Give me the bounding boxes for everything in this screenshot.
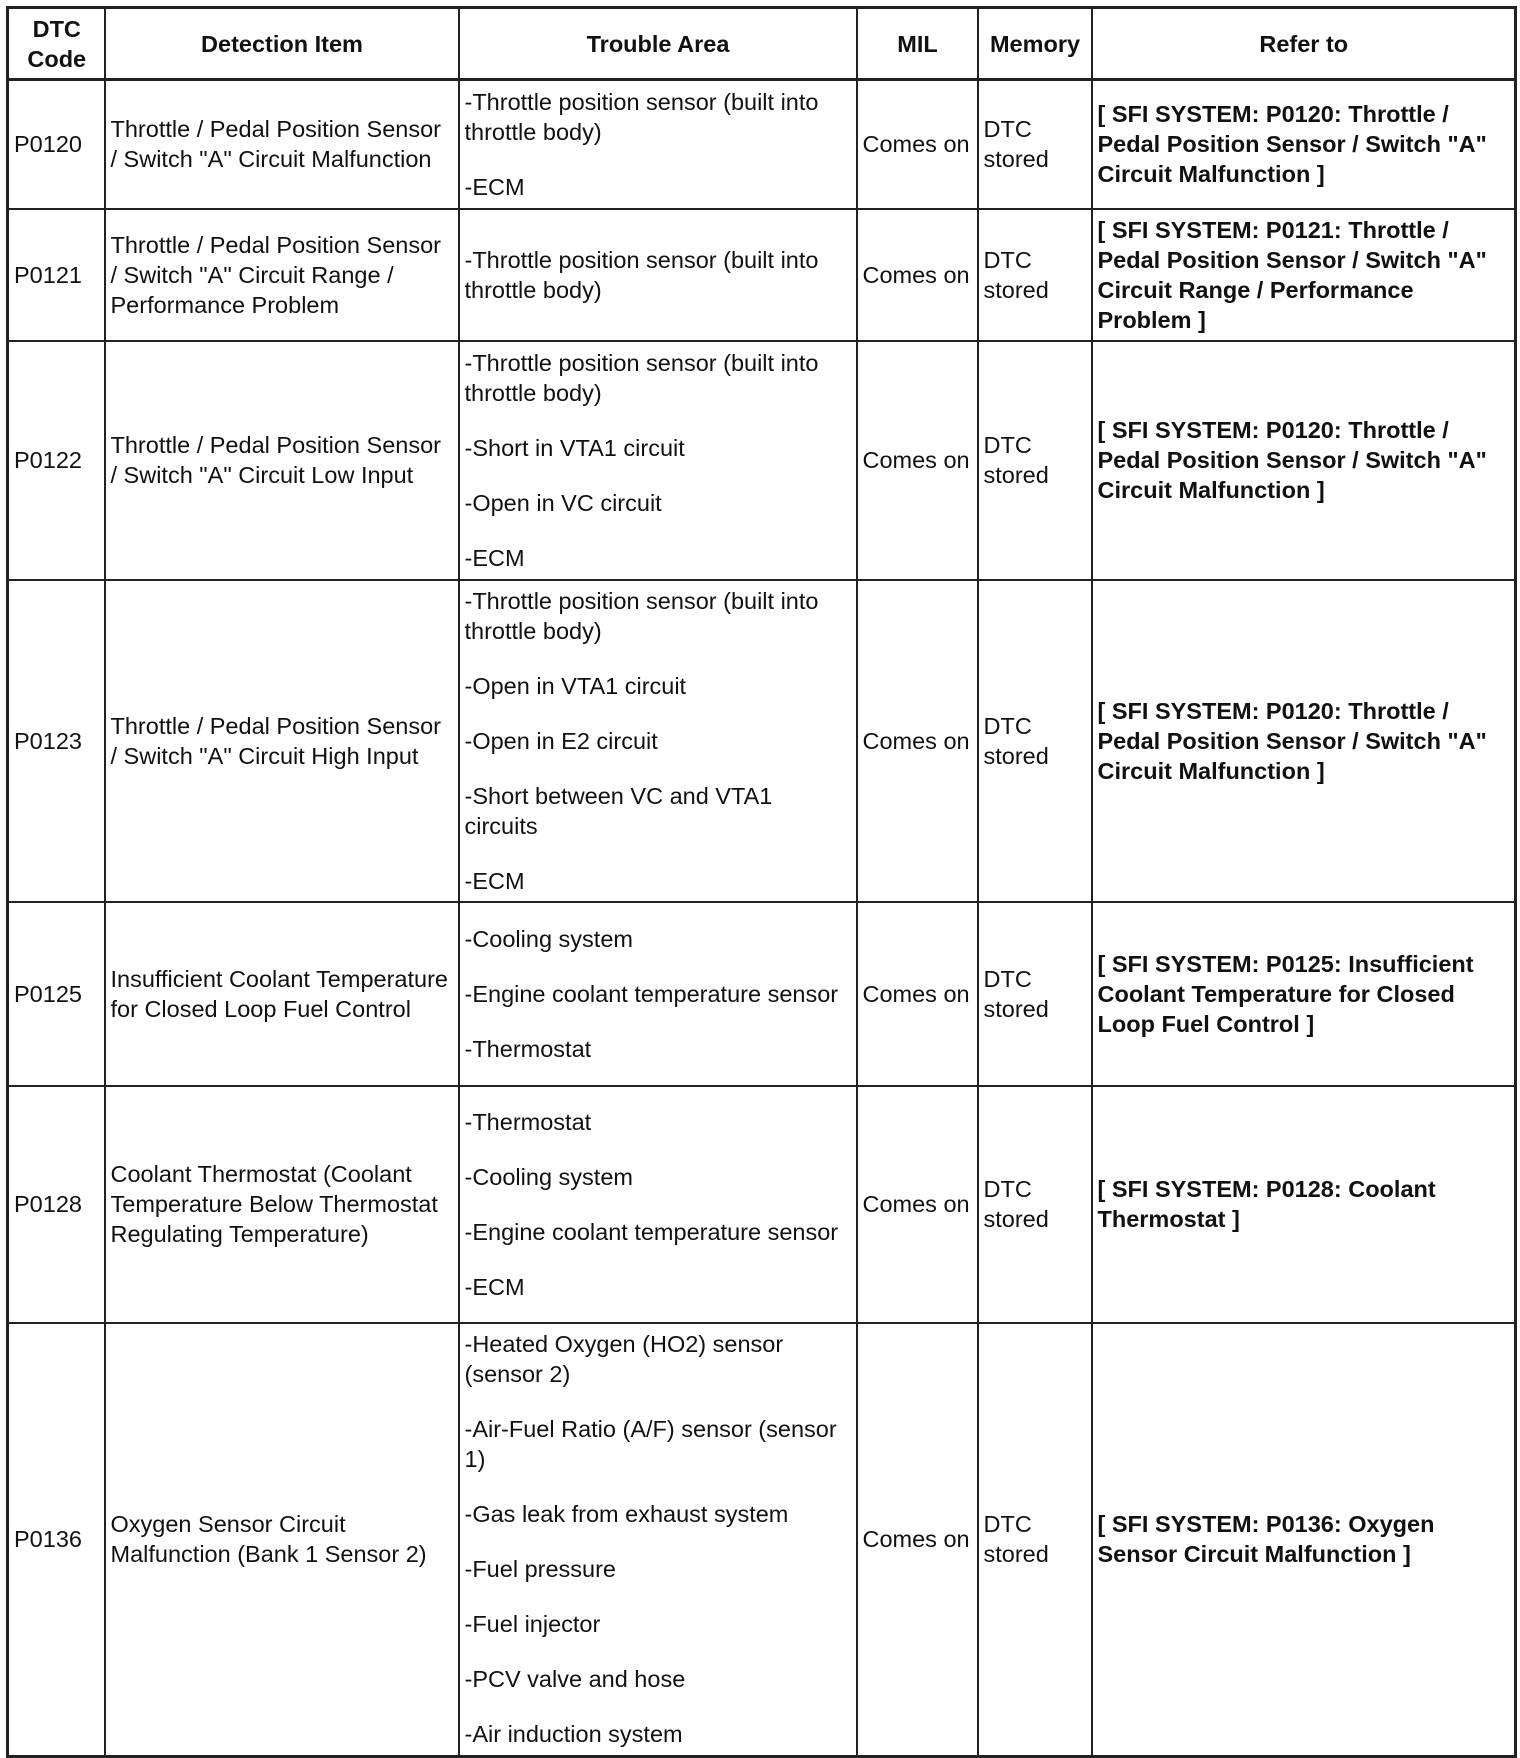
- mil-cell: Comes on: [857, 1323, 978, 1757]
- mil-cell: Comes on: [857, 341, 978, 580]
- dtc-table: [6, 6, 1517, 1758]
- trouble-area-item: -Throttle position sensor (built into throttle body): [464, 246, 819, 303]
- dtc-code-cell: P0125: [8, 902, 105, 1086]
- detection-item-cell: Coolant Thermostat (Coolant Temperature Below Thermostat Regulating Temperature): [105, 1086, 459, 1323]
- trouble-area-item: -ECM: [464, 1273, 525, 1300]
- trouble-area-cell: [459, 902, 857, 1086]
- trouble-area-cell: [459, 580, 857, 902]
- trouble-area-item: -Air induction system: [464, 1721, 683, 1748]
- trouble-area-item: -Cooling system: [464, 1163, 633, 1190]
- refer-to-link[interactable]: [ SFI SYSTEM: P0120: Throttle / Pedal Position Sensor / Switch "A" Circuit Malfunction ]: [1092, 80, 1516, 209]
- trouble-area-item: -Engine coolant temperature sensor: [464, 980, 839, 1007]
- table-row: [8, 1086, 1516, 1323]
- trouble-area-item: -Gas leak from exhaust system: [464, 1501, 789, 1528]
- mil-cell: Comes on: [857, 1086, 978, 1323]
- memory-cell: DTC stored: [978, 209, 1092, 341]
- trouble-area-item: -Open in VTA1 circuit: [464, 672, 687, 699]
- dtc-code-cell: P0121: [8, 209, 105, 341]
- trouble-area-cell: [459, 1323, 857, 1757]
- trouble-area-item: -Throttle position sensor (built into throttle body): [464, 349, 819, 406]
- trouble-area-item: -Thermostat: [464, 1108, 592, 1135]
- dtc-code-cell: P0123: [8, 580, 105, 902]
- detection-item-cell: Throttle / Pedal Position Sensor / Switch "A" Circuit Range / Performance Problem: [105, 209, 459, 341]
- table-row: [8, 341, 1516, 580]
- trouble-area-item: -Open in E2 circuit: [464, 727, 658, 754]
- detection-item-cell: Throttle / Pedal Position Sensor / Switch "A" Circuit High Input: [105, 580, 459, 902]
- trouble-area-item: -Short in VTA1 circuit: [464, 434, 685, 461]
- trouble-area-item: -Short between VC and VTA1 circuits: [464, 782, 773, 839]
- refer-to-link[interactable]: [ SFI SYSTEM: P0120: Throttle / Pedal Position Sensor / Switch "A" Circuit Malfunction ]: [1092, 341, 1516, 580]
- refer-to-link[interactable]: [ SFI SYSTEM: P0121: Throttle / Pedal Position Sensor / Switch "A" Circuit Range / Performance Problem ]: [1092, 209, 1516, 341]
- trouble-area-item: -Fuel pressure: [464, 1556, 616, 1583]
- detection-item-cell: Insufficient Coolant Temperature for Closed Loop Fuel Control: [105, 902, 459, 1086]
- memory-cell: DTC stored: [978, 902, 1092, 1086]
- mil-cell: Comes on: [857, 209, 978, 341]
- trouble-area-item: -PCV valve and hose: [464, 1666, 686, 1693]
- trouble-area-item: -Air-Fuel Ratio (A/F) sensor (sensor 1): [464, 1416, 837, 1473]
- trouble-area-cell: [459, 341, 857, 580]
- trouble-area-item: -Thermostat: [464, 1035, 592, 1062]
- detection-item-cell: Oxygen Sensor Circuit Malfunction (Bank 1 Sensor 2): [105, 1323, 459, 1757]
- trouble-area-cell: [459, 209, 857, 341]
- refer-to-link[interactable]: [ SFI SYSTEM: P0120: Throttle / Pedal Position Sensor / Switch "A" Circuit Malfunction ]: [1092, 580, 1516, 902]
- header-memory: Memory: [978, 8, 1092, 80]
- memory-cell: DTC stored: [978, 580, 1092, 902]
- mil-cell: Comes on: [857, 80, 978, 209]
- table-row: [8, 902, 1516, 1086]
- header-refer-to: Refer to: [1092, 8, 1516, 80]
- trouble-area-item: -ECM: [464, 544, 525, 571]
- mil-cell: Comes on: [857, 580, 978, 902]
- trouble-area-item: -Throttle position sensor (built into throttle body): [464, 88, 819, 145]
- dtc-code-cell: P0120: [8, 80, 105, 209]
- mil-cell: Comes on: [857, 902, 978, 1086]
- refer-to-link[interactable]: [ SFI SYSTEM: P0125: Insufficient Coolant Temperature for Closed Loop Fuel Control ]: [1092, 902, 1516, 1086]
- header-mil: MIL: [857, 8, 978, 80]
- trouble-area-item: -Engine coolant temperature sensor: [464, 1218, 839, 1245]
- memory-cell: DTC stored: [978, 1323, 1092, 1757]
- header-trouble-area: Trouble Area: [459, 8, 857, 80]
- table-row: [8, 1323, 1516, 1757]
- table-row: [8, 580, 1516, 902]
- refer-to-link[interactable]: [ SFI SYSTEM: P0136: Oxygen Sensor Circuit Malfunction ]: [1092, 1323, 1516, 1757]
- memory-cell: DTC stored: [978, 80, 1092, 209]
- memory-cell: DTC stored: [978, 341, 1092, 580]
- trouble-area-item: -ECM: [464, 867, 525, 894]
- header-detection-item: Detection Item: [105, 8, 459, 80]
- trouble-area-item: -Open in VC circuit: [464, 489, 662, 516]
- refer-to-link[interactable]: [ SFI SYSTEM: P0128: Coolant Thermostat ]: [1092, 1086, 1516, 1323]
- header-dtc-code: DTC Code: [8, 8, 105, 80]
- detection-item-cell: Throttle / Pedal Position Sensor / Switch "A" Circuit Low Input: [105, 341, 459, 580]
- header-row: [8, 8, 1516, 80]
- dtc-code-cell: P0122: [8, 341, 105, 580]
- table-row: [8, 209, 1516, 341]
- trouble-area-item: -Throttle position sensor (built into throttle body): [464, 587, 819, 644]
- trouble-area-item: -Cooling system: [464, 925, 633, 952]
- memory-cell: DTC stored: [978, 1086, 1092, 1323]
- dtc-code-cell: P0136: [8, 1323, 105, 1757]
- trouble-area-item: -Heated Oxygen (HO2) sensor (sensor 2): [464, 1331, 784, 1388]
- trouble-area-item: -Fuel injector: [464, 1611, 601, 1638]
- detection-item-cell: Throttle / Pedal Position Sensor / Switch "A" Circuit Malfunction: [105, 80, 459, 209]
- trouble-area-cell: [459, 1086, 857, 1323]
- trouble-area-cell: [459, 80, 857, 209]
- trouble-area-item: -ECM: [464, 173, 525, 200]
- dtc-code-cell: P0128: [8, 1086, 105, 1323]
- table-row: [8, 80, 1516, 209]
